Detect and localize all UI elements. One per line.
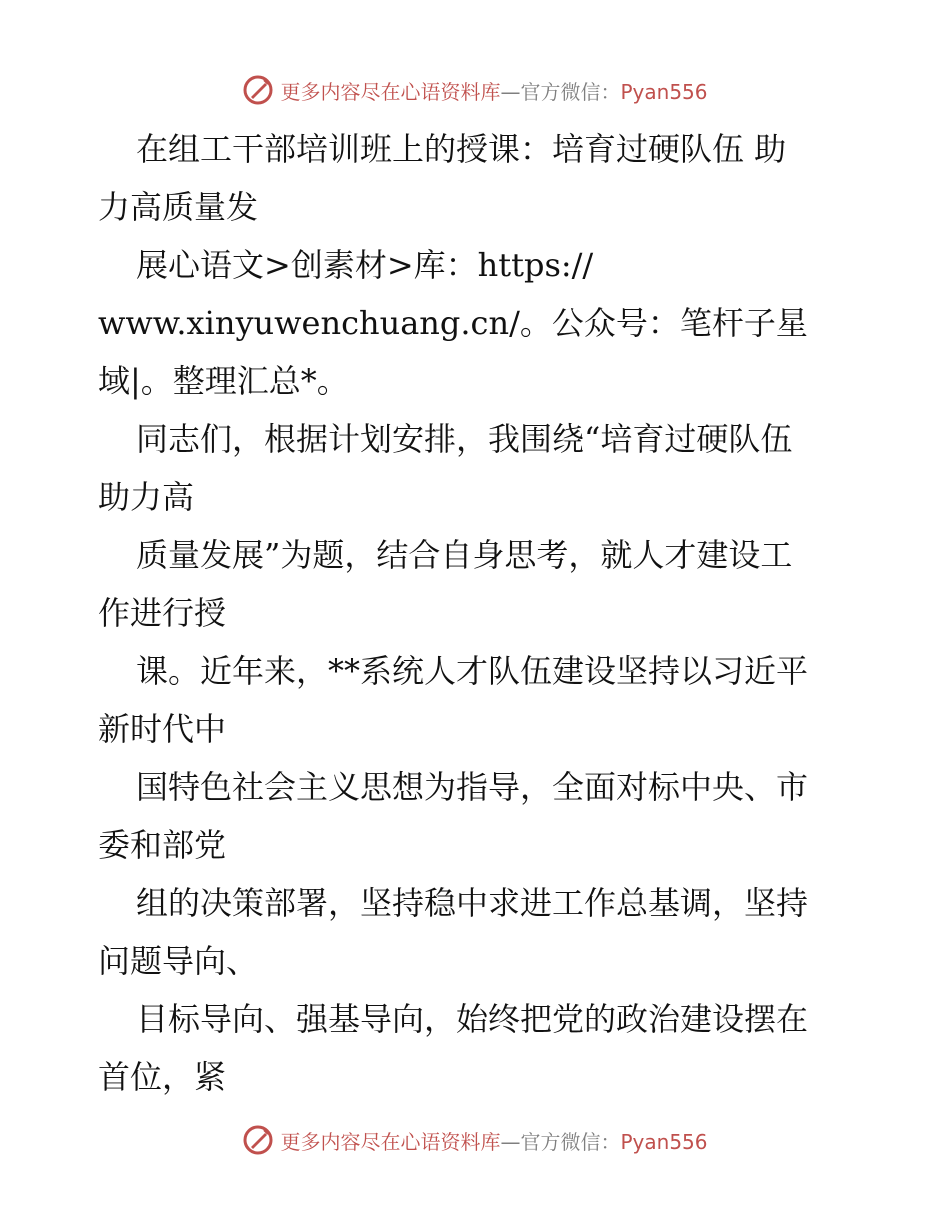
doc-line: 课。近年来，**系统人才队伍建设坚持以习近平 <box>136 652 809 690</box>
doc-line: 新时代中 <box>98 710 227 748</box>
banner-wechat-id: Pyan556 <box>620 79 708 104</box>
banner-wechat-id: Pyan556 <box>620 1129 708 1154</box>
doc-line: 组的决策部署，坚持稳中求进工作总基调，坚持 <box>136 884 809 922</box>
doc-line: 质量发展”为题，结合自身思考，就人才建设工 <box>136 536 793 574</box>
doc-line: 首位，紧 <box>98 1058 227 1096</box>
banner-wechat-label: 官方微信： <box>520 79 621 104</box>
banner-brand: 更多内容尽在心语资料库 <box>280 1129 501 1154</box>
doc-line: www.xinyuwenchuang.cn/。公众号：笔杆子星 <box>98 304 808 342</box>
doc-line: 问题导向、 <box>98 942 259 980</box>
banner-separator: — <box>500 79 521 104</box>
doc-line: 同志们，根据计划安排，我围绕“培育过硬队伍 <box>136 420 793 458</box>
doc-line: 展心语文>创素材>库：https:// <box>136 246 594 284</box>
doc-line: 国特色社会主义思想为指导，全面对标中央、市 <box>136 768 809 806</box>
document-body <box>98 120 878 1106</box>
doc-line: 域|。整理汇总*。 <box>98 362 349 400</box>
doc-line: 作进行授 <box>98 594 227 632</box>
header-banner <box>0 70 950 110</box>
footer-banner <box>0 1120 950 1160</box>
banner-wechat-label: 官方微信： <box>520 1129 621 1154</box>
banner-text <box>280 76 707 105</box>
doc-line: 在组工干部培训班上的授课：培育过硬队伍 助 <box>136 130 787 168</box>
doc-line: 委和部党 <box>98 826 227 864</box>
banner-text <box>280 1126 707 1155</box>
doc-line: 力高质量发 <box>98 188 259 226</box>
quill-logo-icon <box>242 74 274 106</box>
quill-logo-icon <box>242 1124 274 1156</box>
doc-line: 助力高 <box>98 478 195 516</box>
doc-line: 目标导向、强基导向，始终把党的政治建设摆在 <box>136 1000 809 1038</box>
banner-brand: 更多内容尽在心语资料库 <box>280 79 501 104</box>
banner-separator: — <box>500 1129 521 1154</box>
